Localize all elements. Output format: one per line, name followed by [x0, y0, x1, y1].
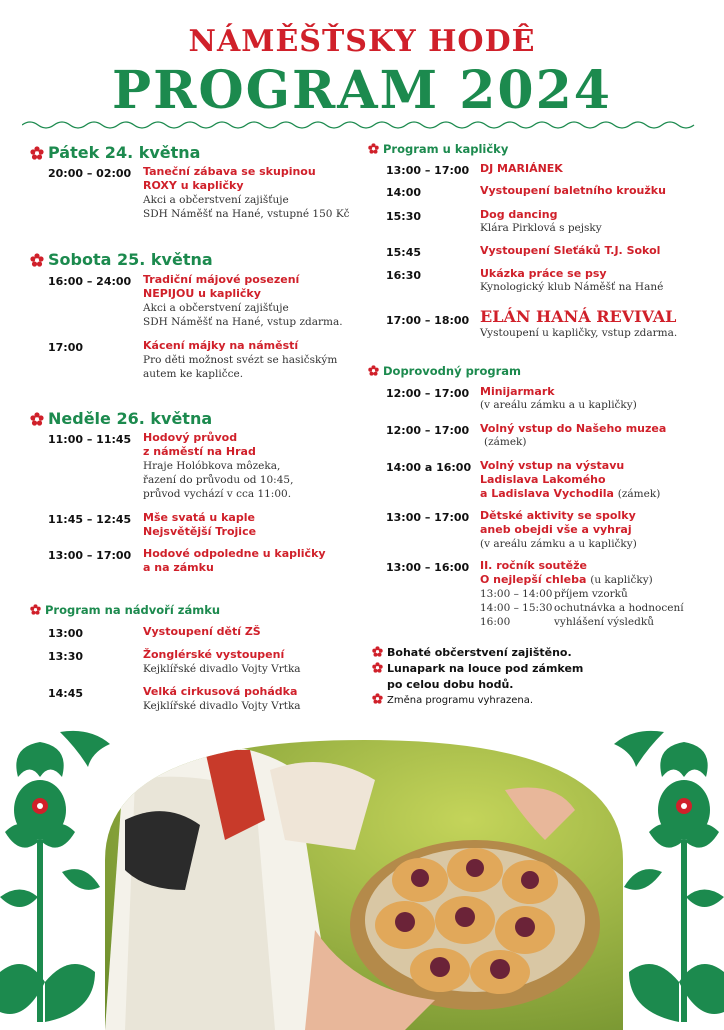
event-time: 16:30: [386, 269, 422, 282]
note-lunapark-2: po celou dobu hodů.: [387, 678, 514, 691]
event-details: (zámek): [484, 436, 527, 448]
event-title: DJ MARIÁNEK: [480, 162, 563, 175]
event-details: (v areálu zámku a u kapličky): [480, 538, 637, 550]
event-title: Hodový průvod z náměstí na Hrad: [143, 431, 256, 458]
section-label: Program na nádvoří zámku: [45, 603, 221, 617]
event-details: Kynologický klub Náměšť na Hané: [480, 281, 664, 293]
event-time: 13:00 – 17:00: [386, 511, 470, 524]
schedule-row: 16:00 vyhlášení výsledků: [480, 616, 654, 628]
event-title: II. ročník soutěže O nejlepší chleba (u kapličky): [480, 559, 653, 586]
event-details: (v areálu zámku a u kapličky): [480, 399, 637, 411]
event-time: 13:00: [48, 627, 84, 640]
event-details: Pro děti možnost svézt se hasičským autem ke kapličce.: [143, 354, 338, 380]
event-time: 20:00 – 02:00: [48, 167, 132, 180]
event-details: Kejklířské divadlo Vojty Vrtka: [143, 700, 301, 712]
event-time: 17:00 – 18:00: [386, 314, 470, 327]
event-time: 15:45: [386, 246, 422, 259]
location-note: (zámek): [617, 488, 661, 500]
event-time: 13:00 – 17:00: [386, 164, 470, 177]
event-title: Minijarmark: [480, 385, 555, 398]
event-time: 12:00 – 17:00: [386, 424, 470, 437]
event-time: 16:00 – 24:00: [48, 275, 132, 288]
day-heading-saturday: [30, 250, 213, 269]
location-note: (u kapličky): [590, 574, 653, 586]
flower-icon: [30, 412, 44, 426]
event-title: Volný vstup na výstavu Ladislava Lakomého a Ladislava Vychodila (zámek): [480, 459, 661, 500]
flower-icon: [372, 662, 383, 673]
note-lunapark: Lunapark na louce pod zámkem: [372, 661, 583, 677]
day-heading-friday: [30, 143, 200, 162]
section-heading-accompanying: [368, 364, 521, 378]
day-heading-sunday: [30, 409, 212, 428]
kolache-photo: [105, 730, 623, 1030]
event-title: Žonglérské vystoupení: [143, 648, 285, 661]
day-label: Pátek 24. května: [48, 143, 201, 162]
event-title: Vystoupení Sleťáků T.J. Sokol: [480, 244, 661, 257]
section-label: Program u kapličky: [383, 142, 509, 156]
decorative-wave-divider: [22, 118, 702, 132]
event-time: 13:00 – 17:00: [48, 549, 132, 562]
flower-icon: [372, 693, 383, 704]
event-time: 12:00 – 17:00: [386, 387, 470, 400]
flower-icon: [30, 253, 44, 267]
event-details: Kejklířské divadlo Vojty Vrtka: [143, 663, 301, 675]
event-title: Tradiční májové posezení NEPIJOU u kapličky: [143, 273, 300, 300]
event-time: 13:30: [48, 650, 84, 663]
flower-icon: [372, 646, 383, 657]
flower-icon: [30, 146, 44, 160]
notes: [372, 645, 583, 709]
contest-schedule: [480, 587, 684, 629]
event-title: Velká cirkusová pohádka: [143, 685, 298, 698]
event-details: Akci a občerstvení zajišťuje SDH Náměšť na Hané, vstup zdarma.: [143, 302, 343, 328]
event-title: Hodové odpoledne u kapličky a na zámku: [143, 547, 326, 574]
event-details: Klára Pirklová s pejsky: [480, 222, 602, 234]
event-time: 14:00: [386, 186, 422, 199]
event-title: Dog dancing: [480, 208, 558, 221]
event-title: Dětské aktivity se spolky aneb obejdi vše a vyhraj: [480, 509, 636, 536]
event-details: Akci a občerstvení zajišťuje SDH Náměšť na Hané, vstupné 150 Kč: [143, 194, 350, 220]
note-changes: Změna programu vyhrazena.: [372, 693, 583, 709]
event-details: Hraje Holóbkova môzeka, řazení do průvodu od 10:45, průvod vychází v cca 11:00.: [143, 460, 294, 500]
flower-icon: [368, 365, 379, 376]
event-time: 11:45 – 12:45: [48, 513, 132, 526]
schedule-row: 13:00 – 14:00 příjem vzorků: [480, 588, 628, 600]
event-time: 13:00 – 16:00: [386, 561, 470, 574]
event-title: Mše svatá u kaple Nejsvětější Trojice: [143, 511, 257, 538]
headline-performer: ELÁN HANÁ REVIVAL: [480, 307, 677, 326]
event-title: Vystoupení baletního kroužku: [480, 184, 666, 197]
event-time: 17:00: [48, 341, 84, 354]
event-details: Vystoupení u kapličky, vstup zdarma.: [480, 327, 678, 339]
event-title: NÁMĚŠŤSKY HODÊ: [188, 24, 536, 59]
program-title: PROGRAM 2024: [112, 60, 612, 121]
day-label: Sobota 25. května: [48, 250, 213, 269]
event-title: Volný vstup do Našeho muzea: [480, 422, 667, 435]
section-label: Doprovodný program: [383, 364, 522, 378]
section-heading-chapel: [368, 142, 508, 156]
flower-icon: [368, 143, 379, 154]
event-title: Kácení májky na náměstí: [143, 339, 299, 352]
schedule-row: 14:00 – 15:30 ochutnávka a hodnocení: [480, 602, 684, 614]
event-title: Ukázka práce se psy: [480, 267, 607, 280]
event-title: Taneční zábava se skupinou ROXY u kapličky: [143, 165, 316, 192]
event-time: 14:00 a 16:00: [386, 461, 472, 474]
flower-icon: [30, 604, 41, 615]
event-time: 15:30: [386, 210, 422, 223]
day-label: Neděle 26. května: [48, 409, 213, 428]
event-time: 11:00 – 11:45: [48, 433, 132, 446]
section-heading-courtyard: [30, 603, 220, 617]
note-refreshments: Bohaté občerstvení zajištěno.: [372, 645, 583, 661]
event-time: 14:45: [48, 687, 84, 700]
event-title: Vystoupení dětí ZŠ: [143, 625, 261, 638]
